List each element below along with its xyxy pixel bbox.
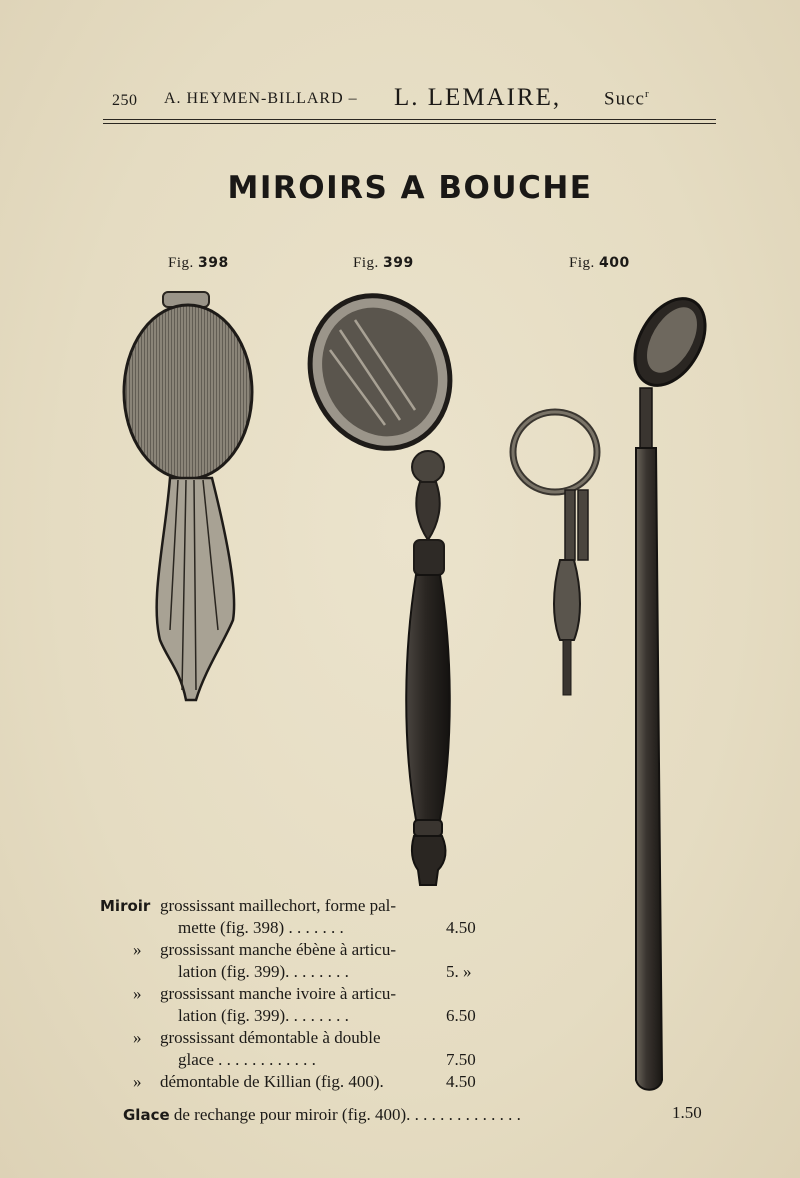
entry-line1: grossissant maillechort, forme pal- bbox=[160, 896, 397, 915]
replacement-glass-entry bbox=[123, 1105, 521, 1125]
list-item bbox=[100, 939, 500, 983]
entry-line1: grossissant manche ivoire à articu- bbox=[160, 984, 397, 1003]
entry-lead: Glace bbox=[123, 1106, 170, 1124]
fig-prefix: Fig. bbox=[353, 255, 379, 271]
entry-line1: démontable de Killian (fig. 400). bbox=[160, 1072, 384, 1091]
entry-ditto: » bbox=[133, 940, 142, 959]
killian-clip-drawing bbox=[513, 412, 597, 695]
fig-prefix: Fig. bbox=[168, 255, 194, 271]
entry-price: 5. » bbox=[446, 962, 472, 981]
entry-line1: grossissant manche ébène à articu- bbox=[160, 940, 397, 959]
entry-line2: mette (fig. 398) . . . . . . . bbox=[178, 918, 344, 937]
entry-ditto: » bbox=[133, 984, 142, 1003]
fig-prefix: Fig. bbox=[569, 255, 595, 271]
entry-price: 4.50 bbox=[446, 1072, 476, 1091]
fig-number: 400 bbox=[599, 255, 630, 271]
entry-line2: lation (fig. 399). . . . . . . . bbox=[178, 962, 349, 981]
entry-line2: glace . . . . . . . . . . . . bbox=[178, 1050, 316, 1069]
entry-line2: lation (fig. 399). . . . . . . . bbox=[178, 1006, 349, 1025]
list-item bbox=[100, 895, 500, 939]
entry-ditto: » bbox=[133, 1072, 142, 1091]
list-item bbox=[100, 983, 500, 1027]
entry-text: de rechange pour miroir (fig. 400). . . . . . . . . . . . . . bbox=[173, 1105, 521, 1124]
entry-price: 4.50 bbox=[446, 918, 476, 937]
entry-lead: Miroir bbox=[100, 897, 151, 915]
header-name-heymen: A. HEYMEN-BILLARD – bbox=[164, 90, 358, 107]
header-name-lemaire: L. LEMAIRE, bbox=[394, 84, 562, 111]
entry-price: 7.50 bbox=[446, 1050, 476, 1069]
entry-ditto: » bbox=[133, 1028, 142, 1047]
replacement-glass-price: 1.50 bbox=[672, 1103, 702, 1122]
successor-sup: r bbox=[644, 88, 650, 100]
successor-text: Succ bbox=[604, 88, 645, 110]
entry-price: 6.50 bbox=[446, 1006, 476, 1025]
fig-number: 398 bbox=[198, 255, 229, 271]
entry-line1: grossissant démontable à double bbox=[160, 1028, 381, 1047]
list-item bbox=[100, 1071, 500, 1095]
page-number: 250 bbox=[112, 92, 138, 109]
mirror-398-drawing bbox=[124, 292, 252, 700]
price-list bbox=[100, 895, 500, 1095]
list-item bbox=[100, 1027, 500, 1071]
mirror-399-drawing bbox=[285, 273, 474, 885]
fig-number: 399 bbox=[383, 255, 414, 271]
mirror-400-drawing bbox=[621, 286, 720, 1089]
page-title: MIROIRS A BOUCHE bbox=[227, 170, 593, 206]
